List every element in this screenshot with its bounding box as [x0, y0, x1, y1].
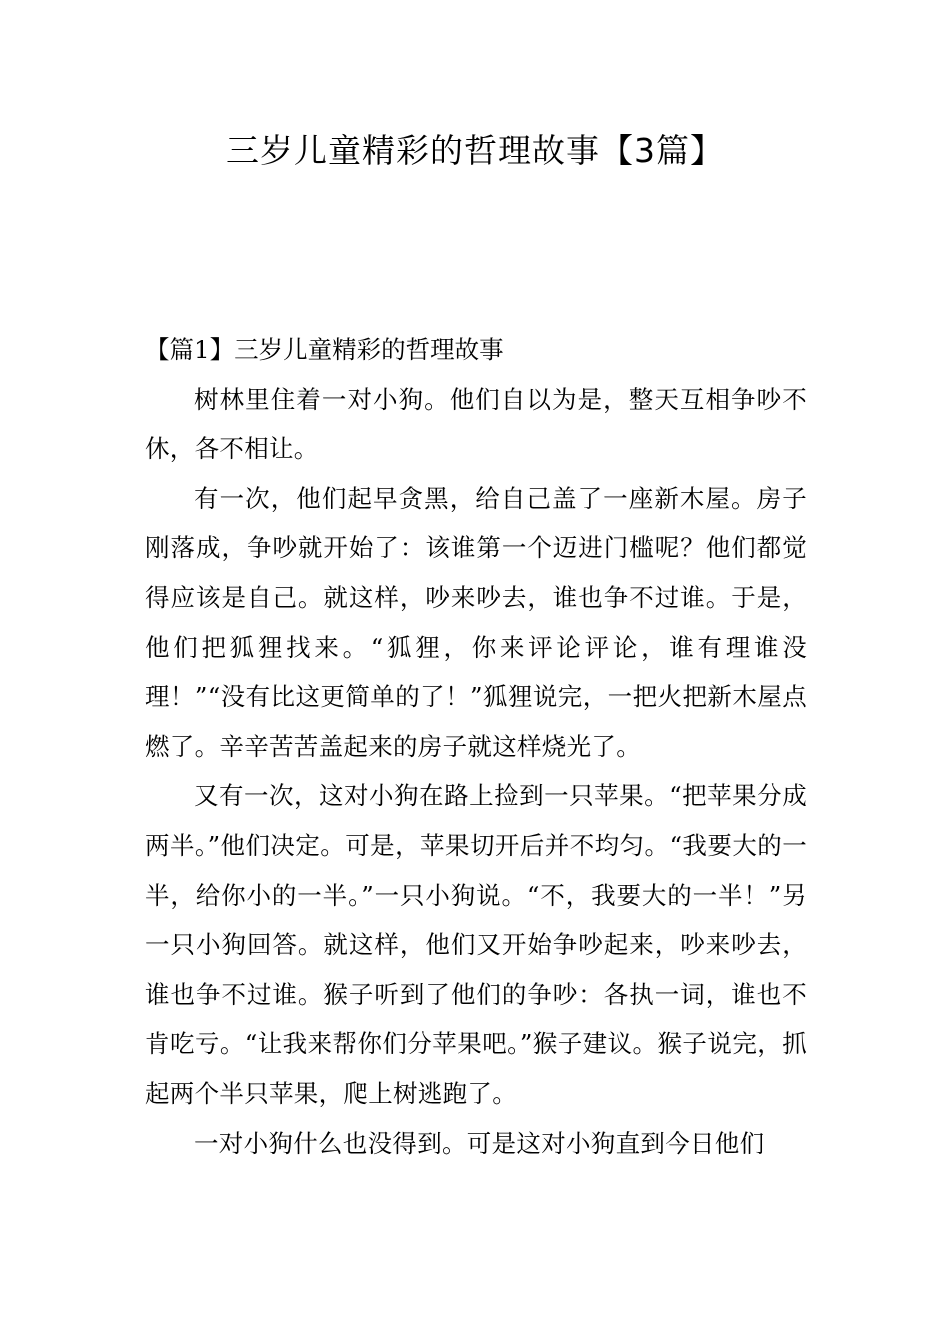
document-title: 三岁儿童精彩的哲理故事【3篇】 — [226, 131, 724, 170]
section-heading: 【篇1】三岁儿童精彩的哲理故事 — [145, 335, 504, 364]
paragraph-3: 又有一次，这对小狗在路上捡到一只苹果。“把苹果分成两半。”他们决定。可是，苹果切开后并不均匀。“我要大的一半，给你小的一半。”一只小狗说。“不，我要大的一半！”另一只小狗回答。就这样，他们又开始争吵起来，吵来吵去，谁也争不过谁。猴子听到了他们的争吵：各执一词，谁也不肯吃亏。“让我来帮你们分苹果吧。”猴子建议。猴子说完，抓起两个半只苹果，爬上树逃跑了。 — [145, 781, 807, 1108]
document-body — [145, 325, 807, 1168]
paragraph-2: 有一次，他们起早贪黑，给自己盖了一座新木屋。房子刚落成，争吵就开始了：该谁第一个迈进门槛呢？他们都觉得应该是自己。就这样，吵来吵去，谁也争不过谁。于是，他们把狐狸找来。“狐狸，你来评论评论，谁有理谁没理！”“没有比这更简单的了！”狐狸说完，一把火把新木屋点燃了。辛辛苦苦盖起来的房子就这样烧光了。 — [145, 483, 807, 761]
paragraph-4: 一对小狗什么也没得到。可是这对小狗直到今日他们 — [194, 1128, 765, 1158]
paragraph-1: 树林里住着一对小狗。他们自以为是，整天互相争吵不休，各不相让。 — [145, 384, 807, 464]
